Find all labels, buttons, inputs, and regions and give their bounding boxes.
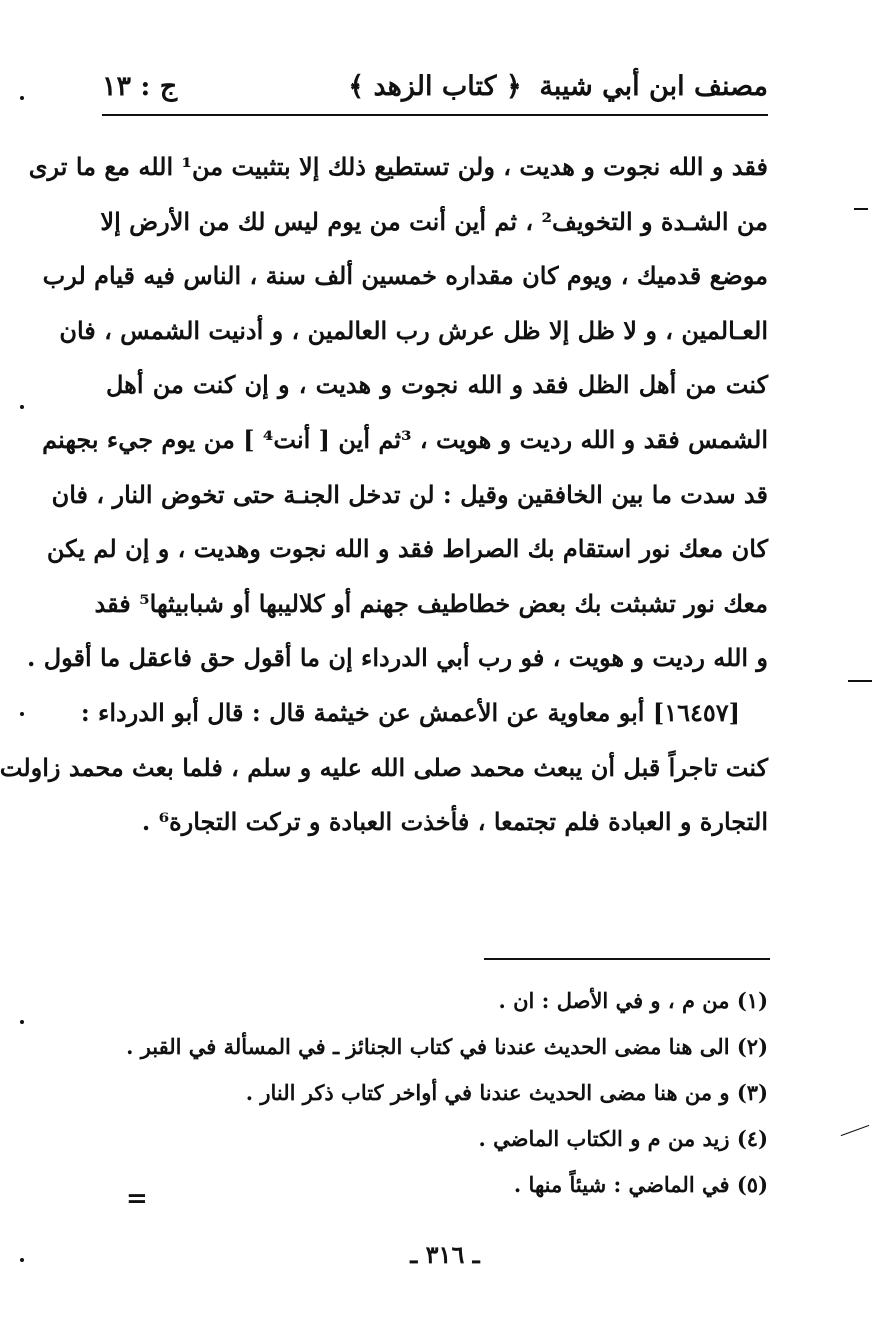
text-line: و الله رديت و هويت ، فو رب أبي الدرداء إن ما أقول حق فاعقل ما أقول . xyxy=(26,643,768,673)
text-line: كنت من أهل الظل فقد و الله نجوت و هديت ، و إن كنت من أهل xyxy=(106,370,768,400)
book-title: مصنف ابن أبي شيبة xyxy=(539,71,768,102)
text-line: موضع قدميك ، ويوم كان مقداره خمسين ألف سنة ، الناس فيه قيام لرب xyxy=(42,261,768,291)
section-title: ﴿ كتاب الزهد ﴾ xyxy=(348,71,522,102)
text-line: قد سدت ما بين الخافقين وقيل : لن تدخل الجنـة حتى تخوض النار ، فان xyxy=(51,479,768,509)
text-line: فقد و الله نجوت و هديت ، ولن تستطيع ذلك إلا بتثبيت من¹ الله مع ما ترى xyxy=(28,152,768,181)
scan-speck xyxy=(20,1020,24,1024)
hadith-line: [١٦٤٥٧] أبو معاوية عن الأعمش عن خيثمة قال : قال أبو الدرداء : xyxy=(80,697,740,727)
scan-speck xyxy=(20,1258,24,1262)
scan-speck xyxy=(20,712,24,716)
footnote: (١) من م ، و في الأصل : ان . xyxy=(498,988,768,1013)
footnote: (٣) و من هنا مضى الحديث عندنا في أواخر كتاب ذكر النار . xyxy=(245,1080,768,1105)
body-text xyxy=(0,140,768,850)
text-line: معك نور تشبثت بك بعض خطاطيف جهنم أو كلاليبها أو شبابيثها⁵ فقد xyxy=(94,588,768,618)
volume-number: ج : ١٣ xyxy=(102,71,178,102)
footnote-divider xyxy=(484,958,770,960)
scan-speck xyxy=(841,1125,870,1136)
hadith-line: كنت تاجراً قبل أن يبعث محمد صلى الله عليه و سلم ، فلما بعث محمد زاولت xyxy=(0,752,768,782)
scan-speck xyxy=(854,208,868,210)
text-line: من الشـدة و التخويف² ، ثم أين أنت من يوم ليس لك من الأرض إلا xyxy=(100,206,768,236)
hadith-line: التجارة و العبادة فلم تجتمعا ، فأخذت العبادة و تركت التجارة⁶ . xyxy=(141,807,768,837)
scan-speck xyxy=(20,405,24,409)
scan-speck xyxy=(848,680,872,682)
continuation-mark: = xyxy=(126,1184,148,1214)
text-line: الشمس فقد و الله رديت و هويت ، ³ثم أين [ أنت⁴ ] من يوم جيء بجهنم xyxy=(42,424,768,454)
text-line: كان معك نور استقام بك الصراط فقد و الله نجوت وهديت ، و إن لم يكن xyxy=(46,534,768,564)
scan-speck xyxy=(20,96,24,100)
footnote: (٢) الى هنا مضى الحديث عندنا في كتاب الجنائز ـ في المسألة في القبر . xyxy=(126,1034,768,1059)
page-header xyxy=(102,62,768,116)
page-number: ـ ٣١٦ ـ xyxy=(410,1240,480,1269)
footnote: (٤) زيد من م و الكتاب الماضي . xyxy=(478,1126,768,1151)
footnotes xyxy=(118,978,768,1208)
footnote: (٥) في الماضي : شيئاً منها . xyxy=(513,1172,768,1197)
text-line: العـالمين ، و لا ظل إلا ظل عرش رب العالمين ، و أدنيت الشمس ، فان xyxy=(59,315,768,345)
